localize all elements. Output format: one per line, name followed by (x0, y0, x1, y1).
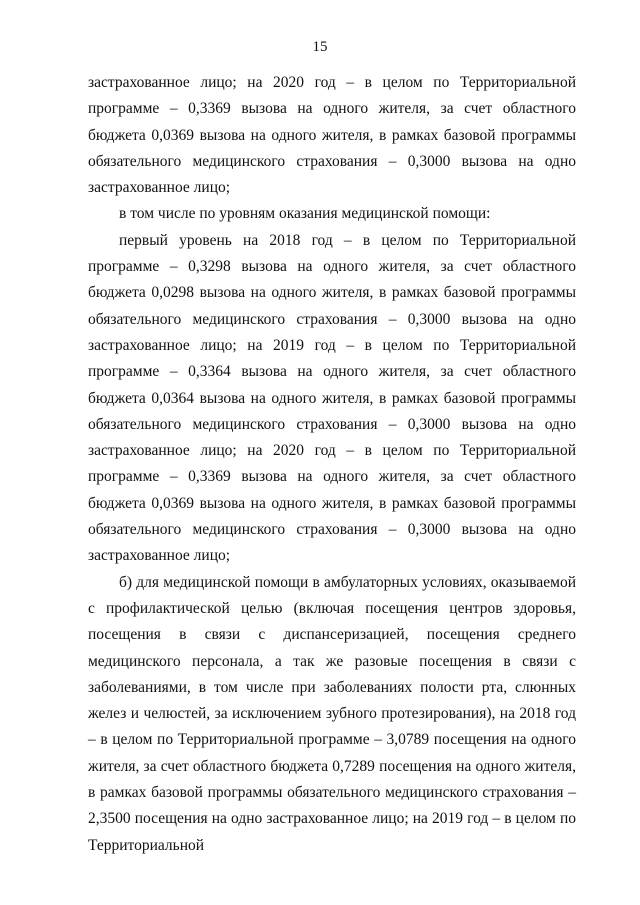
paragraph-first-level: первый уровень на 2018 год – в целом по Территориальной программе – 0,3298 вызова на одного жителя, за счет областного бюджета 0,0298 вызова на одного жителя, в рамках базовой программы обязательного медицинского страхования – 0,3000 вызова на одно застрахованное лицо; на 2019 год – в целом по Территориальной программе – 0,3364 вызова на одного жителя, за счет областного бюджета 0,0364 вызова на одного жителя, в рамках базовой программы обязательного медицинского страхования – 0,3000 вызова на одно застрахованное лицо; на 2020 год – в целом по Территориальной программе – 0,3369 вызова на одного жителя, за счет областного бюджета 0,0369 вызова на одного жителя, в рамках базовой программы обязательного медицинского страхования – 0,3000 вызова на одно застрахованное лицо; (88, 231, 576, 565)
paragraph-continuation: застрахованное лицо; на 2020 год – в целом по Территориальной программе – 0,3369 вызова на одного жителя, за счет областного бюджета 0,0369 вызова на одного жителя, в рамках базовой программы обязательного медицинского страхования – 0,3000 вызова на одно застрахованное лицо; (88, 74, 576, 197)
page-number: 15 (312, 39, 328, 55)
paragraph-levels-intro: в том числе по уровням оказания медицинской помощи: (119, 205, 491, 223)
body-text (88, 70, 576, 859)
paragraph-item-b: б) для медицинской помощи в амбулаторных условиях, оказываемой с профилактической целью (включая посещения центров здоровья, посещения в связи с диспансеризацией, посещения среднего медицинского персонала, а так же разовые посещения в связи с заболеваниями, в том числе при заболеваниях полости рта, слюнных желез и челюстей, за исключением зубного протезирования), на 2018 год – в целом по Территориальной программе – 3,0789 посещения на одного жителя, за счет областного бюджета 0,7289 посещения на одного жителя, в рамках базовой программы обязательного медицинского страхования – 2,3500 посещения на одно застрахованное лицо; на 2019 год – в целом по Территориальной (88, 573, 576, 854)
